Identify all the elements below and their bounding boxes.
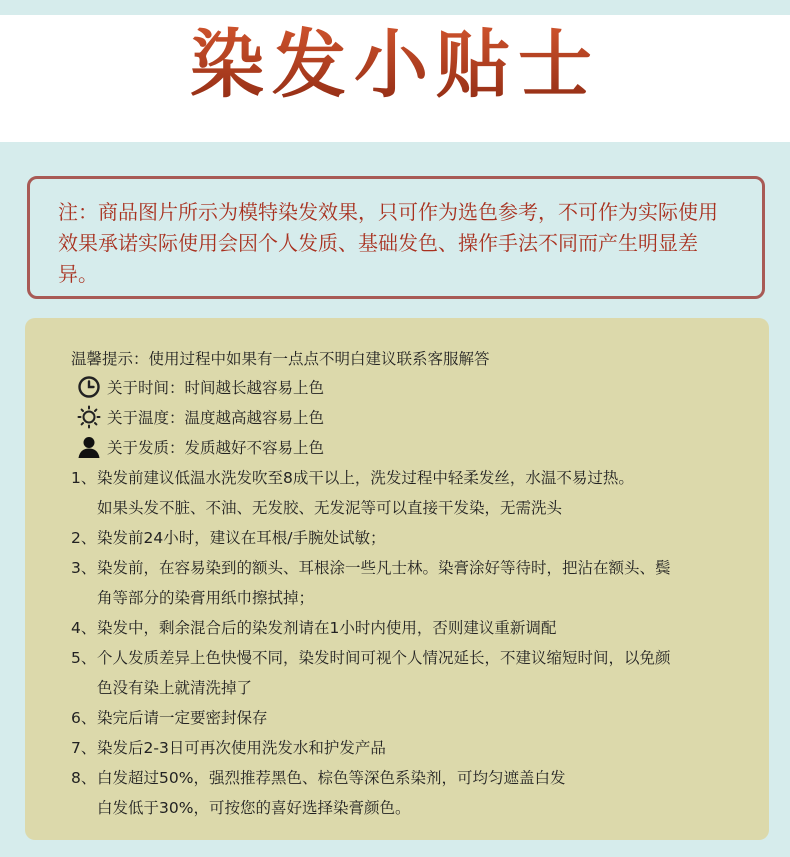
list-item: 染发前24小时，建议在耳根/手腕处试敏； (97, 529, 386, 547)
list-item: 染发前，在容易染到的额头、耳根涂一些凡士林。染膏涂好等待时，把沾在额头、鬓 (97, 559, 671, 577)
list-item: 染完后请一定要密封保存 (97, 709, 268, 727)
list-item: 个人发质差异上色快慢不同，染发时间可视个人情况延长，不建议缩短时间，以免颜 (97, 649, 671, 667)
item-number: 6、 (71, 709, 97, 727)
fact-temperature: 关于温度：温度越高越容易上色 (107, 409, 325, 427)
item-number: 7、 (71, 739, 97, 757)
list-item: 染发前建议低温水洗发吹至8成干以上，洗发过程中轻柔发丝，水温不易过热。 (97, 469, 634, 487)
list-item-continued: 如果头发不脏、不油、无发胶、无发泥等可以直接干发染，无需洗头 (97, 499, 563, 517)
notice-box (27, 176, 765, 299)
list-item: 白发超过50%，强烈推荐黑色、棕色等深色系染剂，可均匀遮盖白发 (97, 769, 566, 787)
item-number: 8、 (71, 769, 97, 787)
tips-panel (25, 318, 769, 840)
list-item: 染发后2-3日可再次使用洗发水和护发产品 (97, 739, 386, 757)
list-item-continued: 色没有染上就清洗掉了 (97, 679, 253, 697)
fact-time: 关于时间：时间越长越容易上色 (107, 379, 325, 397)
item-number: 3、 (71, 559, 97, 577)
notice-text: 注：商品图片所示为模特染发效果，只可作为选色参考，不可作为实际使用效果承诺实际使用会因个人发质、基础发色、操作手法不同而产生明显差异。 (58, 200, 718, 286)
tips-intro: 温馨提示：使用过程中如果有一点点不明白建议联系客服解答 (71, 350, 490, 368)
clock-icon (77, 375, 101, 399)
item-number: 1、 (71, 469, 97, 487)
list-item-continued: 角等部分的染膏用纸巾擦拭掉； (97, 589, 315, 607)
item-number: 5、 (71, 649, 97, 667)
list-item: 染发中，剩余混合后的染发剂请在1小时内使用，否则建议重新调配 (97, 619, 557, 637)
item-number: 2、 (71, 529, 97, 547)
fact-hair-quality: 关于发质：发质越好不容易上色 (107, 439, 325, 457)
sun-icon (77, 405, 101, 429)
page-title: 染发小贴士 (0, 20, 790, 110)
person-icon (77, 435, 101, 459)
item-number: 4、 (71, 619, 97, 637)
list-item-continued: 白发低于30%，可按您的喜好选择染膏颜色。 (97, 799, 411, 817)
